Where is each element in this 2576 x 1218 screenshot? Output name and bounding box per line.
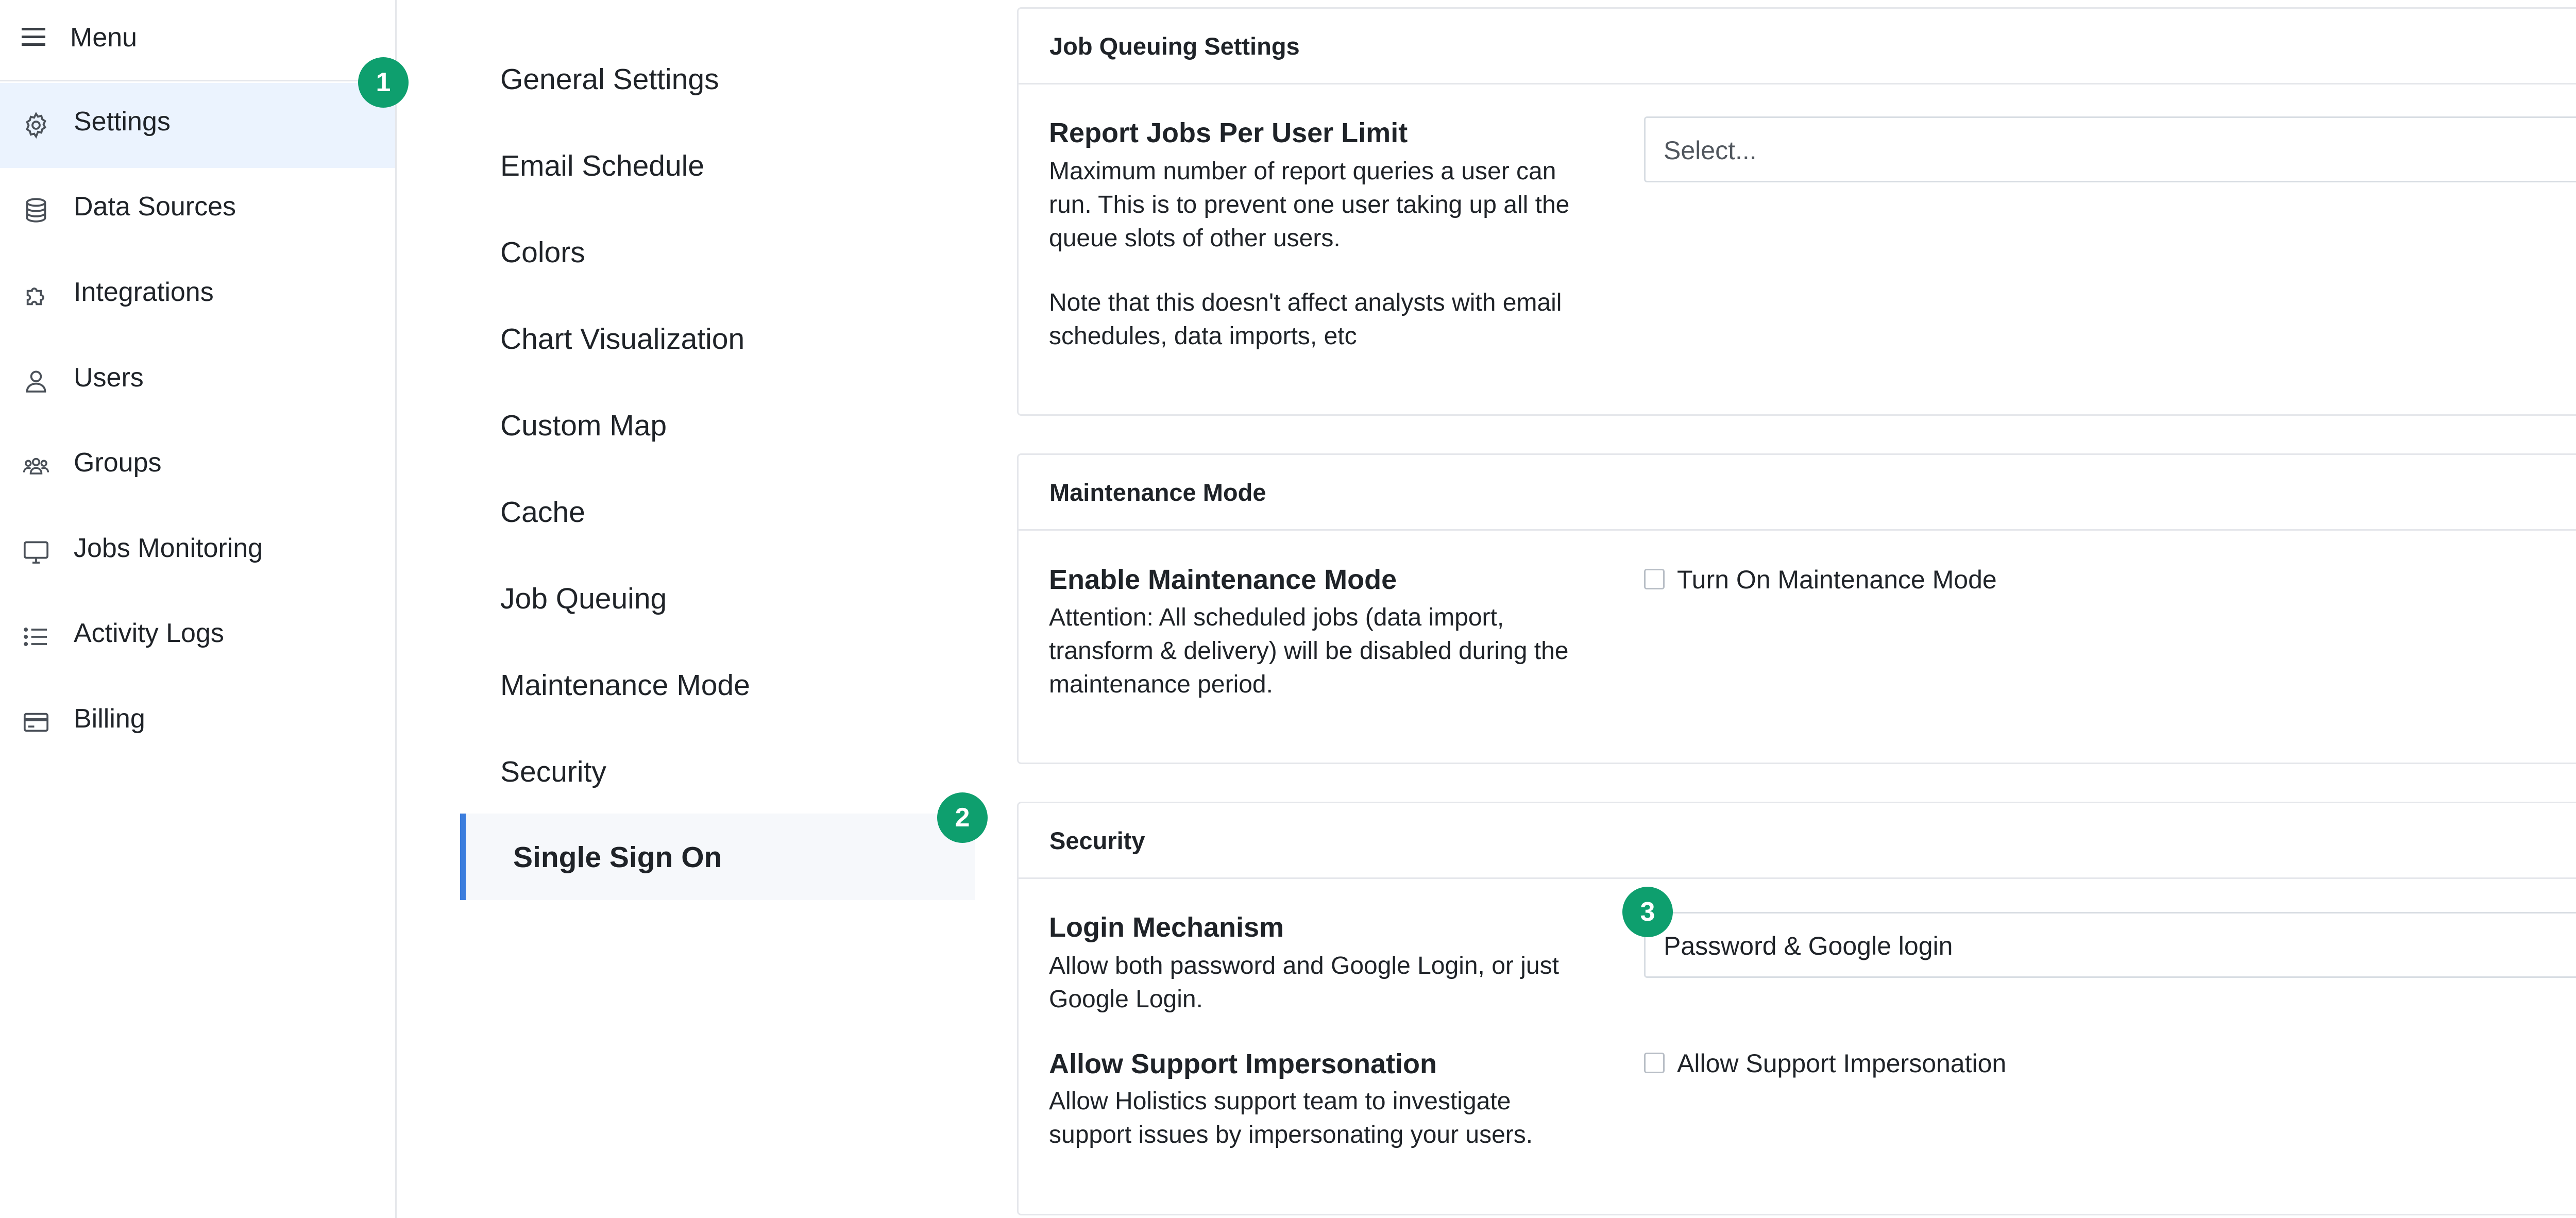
select-placeholder: Select... (1664, 136, 1757, 165)
report-jobs-limit-description: Maximum number of report queries a user can run. This is to prevent one user taking up all the queue slots of other users. (1049, 158, 1570, 252)
subnav-item-email-schedule[interactable] (460, 124, 975, 210)
main-sidebar (0, 0, 397, 1218)
subnav-item-custom-map[interactable] (460, 383, 975, 470)
sidebar-item-activity-logs[interactable] (0, 595, 395, 680)
subnav-item-label: Single Sign On (513, 841, 722, 874)
report-jobs-limit-title: Report Jobs Per User Limit (1049, 117, 1408, 148)
subnav-item-label: General Settings (500, 63, 719, 96)
hamburger-menu-icon[interactable] (22, 27, 45, 47)
select-value: Password & Google login (1664, 932, 1953, 960)
subnav-item-single-sign-on[interactable] (460, 814, 975, 900)
list-icon (22, 622, 50, 651)
subnav-item-maintenance-mode[interactable] (460, 643, 975, 730)
enable-maintenance-description: Attention: All scheduled jobs (data import, transform & delivery) will be disabled during the maintenance period. (1049, 604, 1569, 698)
subnav-item-label: Custom Map (500, 409, 667, 442)
users-group-icon (22, 452, 50, 481)
sidebar-item-billing[interactable] (0, 680, 395, 765)
sidebar-item-settings[interactable] (0, 83, 395, 168)
menu-label: Menu (70, 23, 138, 53)
sidebar-item-groups[interactable] (0, 424, 395, 509)
subnav-item-label: Security (500, 755, 606, 788)
login-mechanism-description: Allow both password and Google Login, or just Google Login. (1049, 952, 1559, 1013)
card-header (1019, 455, 2576, 531)
support-impersonation-checkbox[interactable] (1644, 1053, 1665, 1073)
subnav-item-label: Chart Visualization (500, 323, 745, 356)
sidebar-item-label: Billing (74, 704, 145, 734)
sidebar-item-label: Data Sources (74, 192, 236, 222)
subnav-item-security[interactable] (460, 730, 975, 816)
checkbox-label: Turn On Maintenance Mode (1677, 565, 1997, 594)
subnav-item-label: Colors (500, 236, 585, 269)
login-mechanism-title: Login Mechanism (1049, 912, 1284, 943)
sidebar-item-label: Groups (74, 448, 162, 478)
report-jobs-limit-note: Note that this doesn't affect analysts with email schedules, data imports, etc (1049, 289, 1562, 350)
card-header (1019, 803, 2576, 879)
sidebar-item-label: Jobs Monitoring (74, 533, 263, 563)
subnav-item-label: Maintenance Mode (500, 669, 750, 702)
card-header (1019, 9, 2576, 84)
step-badge: 3 (1622, 887, 1673, 937)
gear-icon (22, 111, 50, 140)
sidebar-item-label: Integrations (74, 277, 214, 307)
login-mechanism-select[interactable] (1644, 912, 2576, 978)
subnav-item-label: Cache (500, 496, 585, 529)
sidebar-item-jobs-monitoring[interactable] (0, 510, 395, 595)
sidebar-item-users[interactable] (0, 339, 395, 424)
report-jobs-limit-select[interactable] (1644, 116, 2576, 182)
subnav-item-cache[interactable] (460, 470, 975, 556)
subnav-item-label: Job Queuing (500, 582, 667, 615)
credit-card-icon (22, 708, 50, 737)
puzzle-icon (22, 281, 50, 310)
user-icon (22, 367, 50, 396)
sidebar-item-label: Users (74, 363, 144, 393)
subnav-item-general-settings[interactable] (460, 37, 975, 124)
card-title: Security (1049, 827, 1145, 854)
card-title: Maintenance Mode (1049, 479, 1266, 506)
enable-maintenance-title: Enable Maintenance Mode (1049, 564, 1397, 595)
support-impersonation-description: Allow Holistics support team to investigate support issues by impersonating your users. (1049, 1088, 1533, 1148)
maintenance-mode-checkbox[interactable] (1644, 569, 1665, 589)
sidebar-item-label: Activity Logs (74, 618, 224, 648)
subnav-item-colors[interactable] (460, 210, 975, 297)
checkbox-label: Allow Support Impersonation (1677, 1049, 2007, 1078)
subnav-item-label: Email Schedule (500, 149, 705, 182)
sidebar-item-label: Settings (74, 107, 171, 137)
step-badge: 2 (937, 792, 988, 843)
card-title: Job Queuing Settings (1049, 32, 1300, 60)
subnav-item-chart-visualization[interactable] (460, 297, 975, 383)
database-icon (22, 196, 50, 225)
subnav-item-job-queuing[interactable] (460, 556, 975, 643)
sidebar-item-data-sources[interactable] (0, 168, 395, 253)
monitor-icon (22, 537, 50, 566)
step-badge: 1 (358, 57, 409, 108)
sidebar-item-integrations[interactable] (0, 253, 395, 339)
support-impersonation-title: Allow Support Impersonation (1049, 1048, 1437, 1079)
menu-toggle[interactable] (0, 0, 395, 81)
